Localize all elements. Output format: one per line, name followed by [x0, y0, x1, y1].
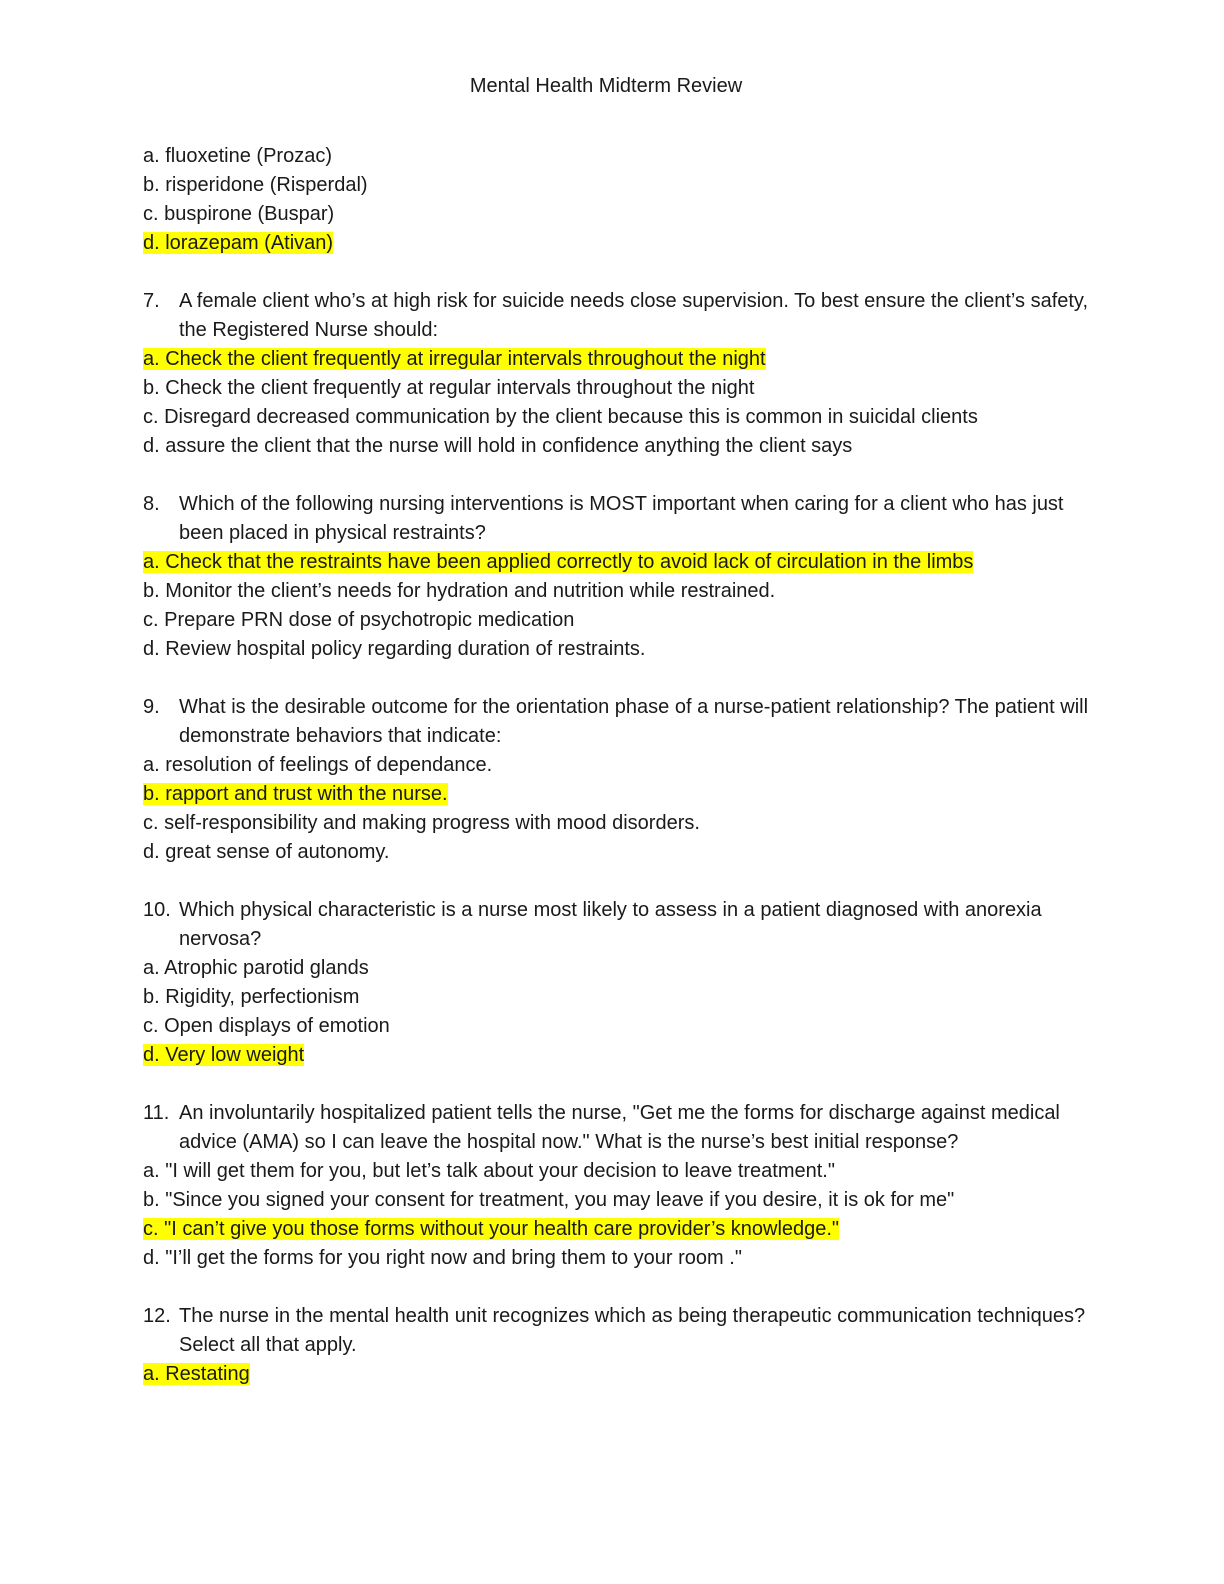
answer-option: c. buspirone (Buspar) — [143, 203, 335, 225]
question-8 — [143, 490, 1143, 664]
answer-option: a. Atrophic parotid glands — [143, 957, 369, 979]
answer-option: b. risperidone (Risperdal) — [143, 174, 368, 196]
answer-option: a. Check that the restraints have been applied correctly to avoid lack of circulation in the limbs — [143, 551, 974, 573]
answer-option: a. resolution of feelings of dependance. — [143, 754, 493, 776]
question-stem — [143, 1302, 1099, 1360]
question-text: The nurse in the mental health unit recognizes which as being therapeutic communication techniques? Select all that apply. — [179, 1305, 1086, 1356]
question-9 — [143, 693, 1143, 867]
answer-option: c. Prepare PRN dose of psychotropic medication — [143, 609, 575, 631]
spacer — [143, 1273, 1143, 1302]
question-stem — [143, 490, 1099, 548]
answer-option: d. assure the client that the nurse will hold in confidence anything the client says — [143, 435, 853, 457]
answer-option: a. Check the client frequently at irregular intervals throughout the night — [143, 348, 766, 370]
answer-option: b. Rigidity, perfectionism — [143, 986, 360, 1008]
question-11 — [143, 1099, 1143, 1273]
question-12 — [143, 1302, 1143, 1389]
question-number: 12. — [143, 1305, 171, 1327]
answer-option: d. "I’ll get the forms for you right now and bring them to your room ." — [143, 1247, 742, 1269]
answer-option: d. Very low weight — [143, 1044, 305, 1066]
question-number: 8. — [143, 493, 160, 515]
answer-option: c. Disregard decreased communication by the client because this is common in suicidal clients — [143, 406, 978, 428]
answer-option: c. self-responsibility and making progress with mood disorders. — [143, 812, 700, 834]
answer-option: c. Open displays of emotion — [143, 1015, 390, 1037]
spacer — [143, 1070, 1143, 1099]
spacer — [143, 867, 1143, 896]
document-body — [143, 142, 1143, 1389]
question-number: 10. — [143, 899, 171, 921]
question-text: What is the desirable outcome for the orientation phase of a nurse-patient relationship? The patient will demonstrate behaviors that indicate: — [179, 696, 1089, 747]
question-stem — [143, 287, 1099, 345]
answer-option: d. Review hospital policy regarding duration of restraints. — [143, 638, 646, 660]
page-title: Mental Health Midterm Review — [469, 75, 743, 97]
question-number: 7. — [143, 290, 160, 312]
lead-options — [143, 142, 1143, 258]
answer-option: b. "Since you signed your consent for treatment, you may leave if you desire, it is ok for me" — [143, 1189, 955, 1211]
answer-option: d. lorazepam (Ativan) — [143, 232, 334, 254]
question-text: A female client who’s at high risk for suicide needs close supervision. To best ensure the client’s safety, the Registered Nurse should: — [179, 290, 1089, 341]
answer-option: a. fluoxetine (Prozac) — [143, 145, 332, 167]
spacer — [143, 461, 1143, 490]
question-text: Which physical characteristic is a nurse most likely to assess in a patient diagnosed with anorexia nervosa? — [179, 899, 1042, 950]
answer-option: a. Restating — [143, 1363, 250, 1385]
answer-option: a. "I will get them for you, but let’s talk about your decision to leave treatment." — [143, 1160, 835, 1182]
question-stem — [143, 693, 1099, 751]
answer-option: d. great sense of autonomy. — [143, 841, 390, 863]
answer-option: b. rapport and trust with the nurse. — [143, 783, 448, 805]
question-text: An involuntarily hospitalized patient tells the nurse, "Get me the forms for discharge against medical advice (AMA) so I can leave the hospital now." What is the nurse’s best initial response? — [179, 1102, 1060, 1153]
question-10 — [143, 896, 1143, 1070]
answer-option: b. Check the client frequently at regular intervals throughout the night — [143, 377, 755, 399]
question-text: Which of the following nursing interventions is MOST important when caring for a client who has just been placed in physical restraints? — [179, 493, 1064, 544]
question-stem — [143, 896, 1099, 954]
answer-option: c. "I can’t give you those forms without your health care provider’s knowledge." — [143, 1218, 840, 1240]
question-stem — [143, 1099, 1099, 1157]
question-number: 11. — [143, 1102, 170, 1124]
answer-option: b. Monitor the client’s needs for hydration and nutrition while restrained. — [143, 580, 776, 602]
question-7 — [143, 287, 1143, 461]
spacer — [143, 664, 1143, 693]
question-number: 9. — [143, 696, 160, 718]
spacer — [143, 258, 1143, 287]
